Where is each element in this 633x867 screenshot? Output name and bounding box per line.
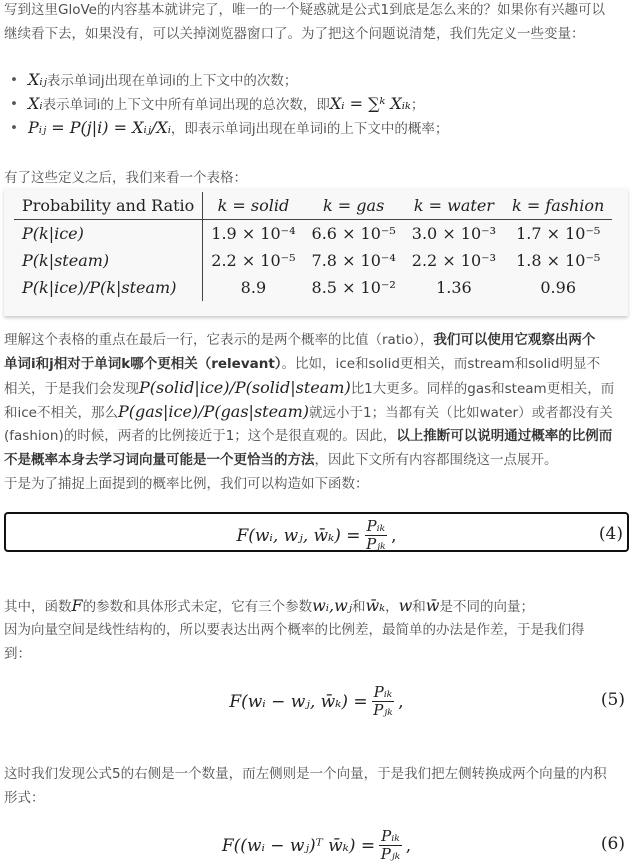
column-header: k = water — [404, 192, 504, 220]
text-line: 继续看下去，如果没有，可以关掉浏览器窗口了。为了把这个问题说清楚，我们先定义一些变量： — [4, 26, 585, 42]
math: P(solid|ice)/P(solid|steam) — [139, 378, 351, 397]
table-cell: 6.6 × 10⁻⁵ — [311, 224, 396, 243]
text: 理解这个表格的重点在最后一行，它表示的是两个概率的比值（ratio）， — [4, 332, 434, 348]
column-header: k = gas — [304, 192, 404, 220]
text-line: 于是为了捕捉上面提到的概率比例，我们可以构造如下函数： — [4, 476, 369, 492]
table-cell: 1.8 × 10⁻⁵ — [516, 251, 601, 270]
denominator: Pⱼₖ — [366, 535, 386, 553]
equation-5 — [4, 680, 629, 720]
text-line — [4, 330, 595, 350]
text-line: 因为向量空间是线性结构的，所以要表达出两个概率的比例差，最简单的办法是作差，于是我们得 — [4, 622, 585, 638]
table-cell: 2.2 × 10⁻⁵ — [211, 251, 296, 270]
text-line: 写到这里GloVe的内容基本就讲完了，唯一的一个疑惑就是公式1到底是怎么来的？如果你有兴趣可以 — [4, 2, 606, 18]
math: Xᵢ = ∑ᵏ Xᵢₖ — [329, 94, 411, 113]
fraction — [379, 828, 402, 863]
table-cell: 7.8 × 10⁻⁴ — [311, 251, 396, 270]
table-header-row — [14, 192, 612, 220]
table-cell: 8.9 — [240, 278, 267, 297]
row-label: P(k|ice) — [14, 220, 203, 248]
text: 。比如，ice和solid更相关，而stream和solid明显不 — [281, 356, 601, 372]
text: ，因此下文所有内容都围绕这一点展开。 — [314, 452, 558, 468]
text: 的参数和具体形式未定，它有三个参数 — [82, 599, 313, 615]
table-cell: 8.5 × 10⁻² — [311, 278, 396, 297]
list-item — [28, 70, 297, 91]
text-line — [4, 426, 612, 446]
math: P(gas|ice)/P(gas|steam) — [117, 402, 310, 421]
bold-text: 不是概率本身去学习词向量可能是一个更恰当的方法 — [4, 452, 315, 468]
table-intro: 有了这些定义之后，我们来看一个表格： — [4, 170, 247, 186]
bold-text: 以上推断可以说明通过概率的比例而 — [396, 428, 613, 444]
table-cell: 1.9 × 10⁻⁴ — [211, 224, 296, 243]
table-cell: 0.96 — [540, 278, 576, 297]
text-line — [4, 354, 600, 374]
comma: , — [398, 691, 404, 712]
text: 和 — [352, 599, 366, 615]
equation-number: (6) — [600, 834, 625, 854]
equation-6 — [4, 824, 629, 864]
text: 相关，于是我们会发现 — [4, 381, 139, 397]
table-cell: 1.36 — [436, 278, 472, 297]
comma: , — [391, 525, 397, 546]
numerator: Pᵢₖ — [373, 683, 393, 701]
equation-lhs: F(wᵢ − wⱼ, w̄ₖ) = — [229, 691, 368, 712]
text: ， — [385, 599, 399, 615]
denominator: Pⱼₖ — [373, 701, 393, 719]
table-row — [14, 274, 612, 301]
text: 表示单词i的上下文中所有单词出现的总次数，即 — [42, 97, 330, 113]
probability-table — [4, 188, 628, 316]
text: 表示单词j出现在单词i的上下文中的次数； — [46, 73, 298, 89]
text-line: 形式： — [4, 790, 45, 806]
text: ； — [410, 97, 425, 113]
table-cell: 1.7 × 10⁻⁵ — [516, 224, 601, 243]
text: ，即表示单词j出现在单词i的上下文中的概率； — [170, 121, 449, 137]
math: Pᵢⱼ = P(j|i) = Xᵢⱼ/Xᵢ — [28, 118, 171, 137]
table-row — [14, 247, 612, 274]
column-header: Probability and Ratio — [14, 192, 203, 220]
math: w̄ₖ — [365, 596, 386, 615]
row-label: P(k|steam) — [14, 247, 203, 274]
text-line: 这时我们发现公式5的右侧是一个数量，而左侧则是一个向量，于是我们把左侧转换成两个向量的内积 — [4, 766, 607, 782]
text: (fashion)的时候，两者的比例接近于1；这个是很直观的。因此， — [4, 428, 397, 444]
numerator: Pᵢₖ — [366, 517, 386, 535]
equation-lhs: F((wᵢ − wⱼ)ᵀ w̄ₖ) = — [221, 835, 376, 856]
table-cell: 3.0 × 10⁻³ — [411, 224, 497, 243]
equation-number: (5) — [600, 690, 625, 710]
math: w — [398, 596, 413, 615]
math: F — [71, 596, 83, 615]
bold-text: 我们可以使用它观察出两个 — [433, 332, 596, 348]
table-row — [14, 220, 612, 248]
text: 比1大更多。同样的gas和steam更相关，而 — [350, 381, 615, 397]
text: 和ice不相关，那么 — [4, 405, 118, 421]
math: w̄ — [425, 596, 440, 615]
text: 就远小于1；当都有关（比如water）或者都没有关 — [309, 405, 613, 421]
equation-number: (4) — [598, 524, 623, 544]
text: 其中，函数 — [4, 599, 72, 615]
text-line — [4, 378, 614, 399]
math: Xᵢⱼ — [28, 70, 47, 89]
text-line — [4, 596, 534, 617]
text-line: 到： — [4, 646, 31, 662]
column-header: k = fashion — [504, 192, 612, 220]
text-line — [4, 450, 558, 470]
text-line — [4, 402, 613, 423]
math: wᵢ,wⱼ — [312, 596, 353, 615]
list-item — [28, 94, 424, 115]
fraction — [372, 684, 395, 719]
math: Xᵢ — [28, 94, 43, 113]
text: 是不同的向量； — [439, 599, 534, 615]
fraction — [365, 518, 388, 553]
denominator: Pⱼₖ — [380, 845, 401, 863]
column-header: k = solid — [203, 192, 304, 220]
numerator: Pᵢₖ — [381, 827, 400, 845]
list-item — [28, 118, 448, 139]
equation-4 — [4, 512, 629, 552]
bold-text: 单词i和j相对于单词k哪个更相关（relevant） — [4, 356, 282, 372]
comma: , — [405, 835, 412, 856]
table-cell: 2.2 × 10⁻³ — [411, 251, 497, 270]
text: 和 — [412, 599, 426, 615]
row-label: P(k|ice)/P(k|steam) — [14, 274, 203, 301]
equation-lhs: F(wᵢ, wⱼ, w̄ₖ) = — [236, 525, 361, 546]
